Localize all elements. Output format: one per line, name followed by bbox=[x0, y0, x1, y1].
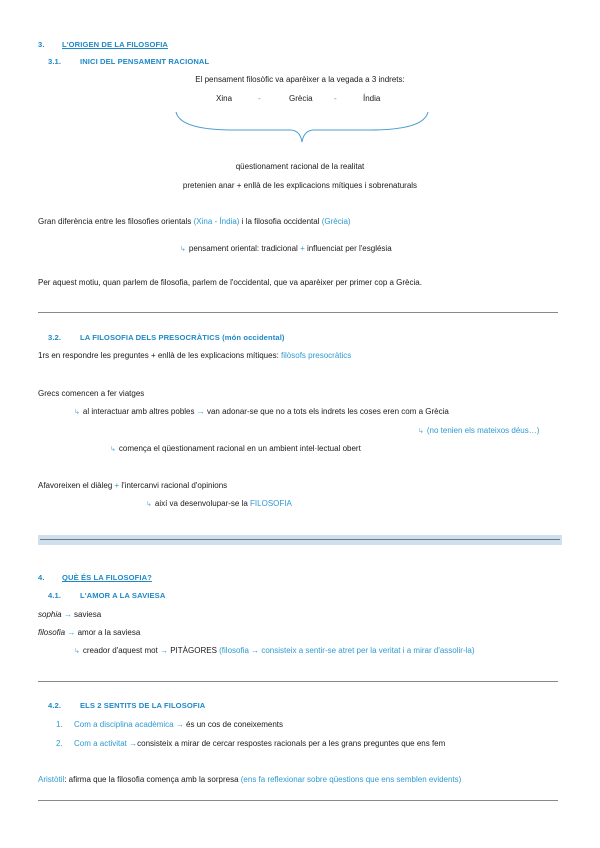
comenca-line: ↳ comença el qüestionament racional en un ambient intel·lectual obert bbox=[110, 444, 361, 453]
section-4-heading: 4. QUÈ ÉS LA FILOSOFIA? bbox=[38, 573, 152, 582]
sophia-line: sophia → saviesa bbox=[38, 610, 102, 619]
place-india: Índia bbox=[363, 94, 381, 103]
grecs-line: Grecs comencen a fer viatges bbox=[38, 389, 145, 398]
divider bbox=[38, 800, 558, 801]
origin-intro: El pensament filosòfic va aparèixer a la vegada a 3 indrets: bbox=[195, 75, 405, 84]
oriental-thought: ↳ pensament oriental: tradicional + influenciat per l'església bbox=[180, 244, 392, 253]
motiu-line: Per aquest motiu, quan parlem de filosofia, parlem de l'occidental, que va aparèixer per primer cop a Grècia. bbox=[38, 278, 422, 287]
place-sep-1: - bbox=[258, 94, 261, 103]
deus-line: ↳ (no tenien els mateixos déus…) bbox=[418, 426, 540, 435]
sub-arrow-icon: ↳ bbox=[74, 409, 80, 416]
sub-arrow-icon: ↳ bbox=[74, 648, 80, 655]
difference-line: Gran diferència entre les filosofies orientals (Xina - Índia) i la filosofia occidental (Grècia) bbox=[38, 217, 351, 226]
sub-arrow-icon: ↳ bbox=[180, 246, 186, 253]
section-4-1-heading: 4.1. L'AMOR A LA SAVIESA bbox=[48, 591, 166, 600]
section-separator-band bbox=[38, 535, 562, 545]
list-item: 2. Com a activitat →consisteix a mirar de cercar respostes racionals per a les grans preguntes que ens fem bbox=[56, 739, 446, 748]
section-3-1-heading: 3.1. INICI DEL PENSAMENT RACIONAL bbox=[48, 57, 210, 66]
aixi-line: ↳ així va desenvolupar-se la FILOSOFIA bbox=[146, 499, 292, 508]
divider bbox=[38, 681, 558, 682]
place-grecia: Grècia bbox=[289, 94, 313, 103]
place-xina: Xina bbox=[216, 94, 233, 103]
sub-arrow-icon: ↳ bbox=[110, 446, 116, 453]
interact-line: ↳ al interactuar amb altres pobles → van adonar-se que no a tots els indrets les coses eren com a Grècia bbox=[74, 407, 449, 416]
presocratics-line: 1rs en respondre les preguntes + enllà de les explicacions mítiques: filòsofs presocràtics bbox=[38, 351, 352, 360]
section-4-2-heading: 4.2. ELS 2 SENTITS DE LA FILOSOFIA bbox=[48, 701, 206, 710]
afavoreixen-line: Afavoreixen el diàleg + l'intercanvi racional d'opinions bbox=[38, 481, 228, 490]
list-item: 1. Com a disciplina acadèmica → és un cos de coneixements bbox=[56, 720, 283, 729]
divider bbox=[38, 312, 558, 313]
line-pretenien: pretenien anar + enllà de les explicacions mítiques i sobrenaturals bbox=[182, 181, 418, 190]
section-3-2-heading: 3.2. LA FILOSOFIA DELS PRESOCRÀTICS (món occidental) bbox=[48, 333, 285, 342]
place-sep-2: - bbox=[334, 94, 337, 103]
curly-brace bbox=[174, 108, 430, 148]
line-questionament: qüestionament racional de la realitat bbox=[235, 162, 365, 171]
aristotil-line: Aristòtil: afirma que la filosofia comença amb la sorpresa (ens fa reflexionar sobre qüestions que ens semblen evidents) bbox=[38, 775, 462, 784]
creador-line: ↳ creador d'aquest mot → PITÀGORES (filosofia → consisteix a sentir-se atret per la veritat i a mirar d'assolir-la) bbox=[74, 646, 475, 655]
sub-arrow-icon: ↳ bbox=[418, 428, 424, 435]
section-3-heading: 3. L'ORIGEN DE LA FILOSOFIA bbox=[38, 40, 169, 49]
sub-arrow-icon: ↳ bbox=[146, 501, 152, 508]
filosofia-line: filosofia → amor a la saviesa bbox=[38, 628, 141, 637]
